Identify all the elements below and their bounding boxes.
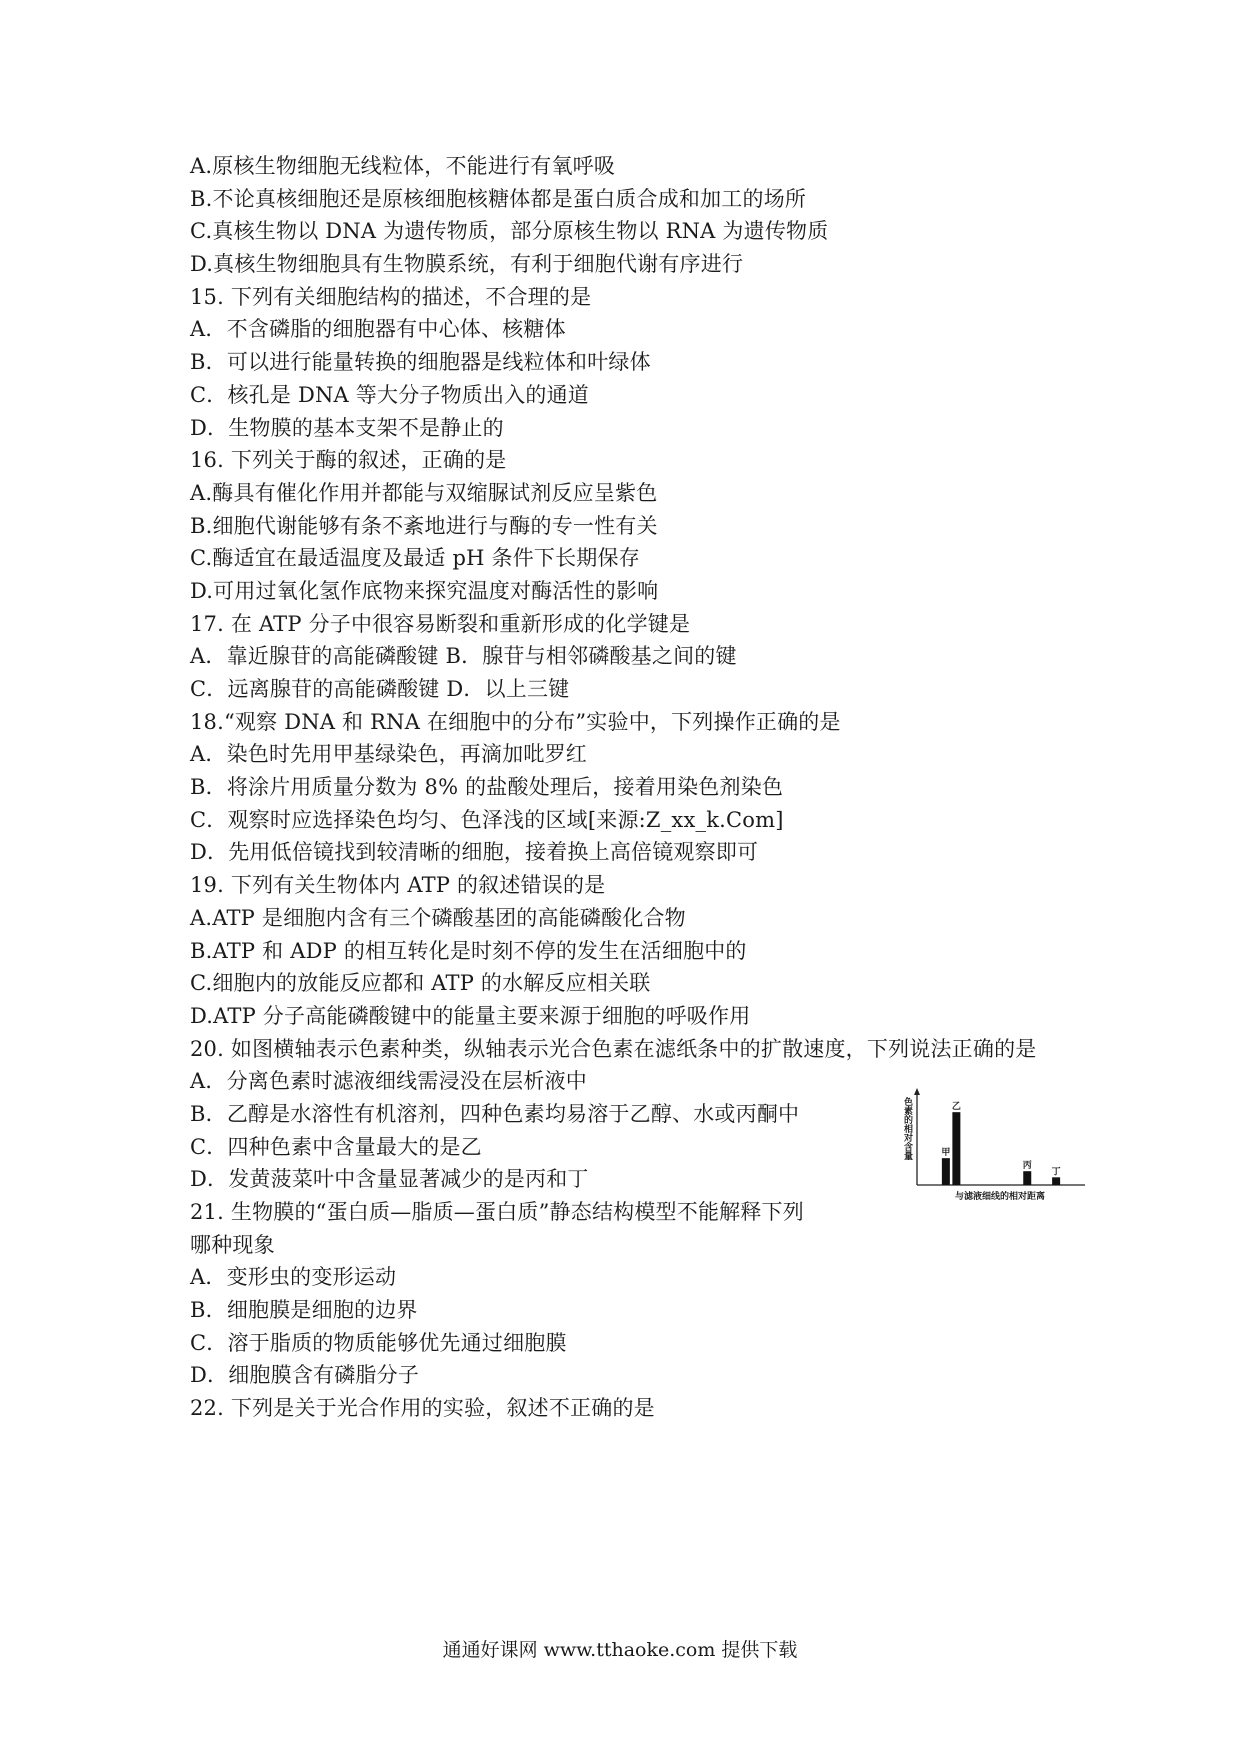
text-line: D．先用低倍镜找到较清晰的细胞，接着换上高倍镜观察即可: [190, 840, 759, 865]
text-line: B．细胞膜是细胞的边界: [190, 1298, 418, 1323]
text-line: D．生物膜的基本支架不是静止的: [190, 415, 504, 440]
text-line: 19. 下列有关生物体内 ATP 的叙述错误的是: [190, 873, 606, 898]
text-line: D.可用过氧化氢作底物来探究温度对酶活性的影响: [190, 578, 659, 603]
text-line: D.真核生物细胞具有生物膜系统，有利于细胞代谢有序进行: [190, 252, 744, 277]
text-line: 17. 在 ATP 分子中很容易断裂和重新形成的化学键是: [190, 611, 691, 636]
text-line: D.ATP 分子高能磷酸键中的能量主要来源于细胞的呼吸作用: [190, 1003, 751, 1028]
footer-credit: 通通好课网 www.tthaoke.com 提供下载: [442, 1639, 798, 1661]
text-line: B．将涂片用质量分数为 8% 的盐酸处理后，接着用染色剂染色: [190, 775, 784, 800]
bar-label-2: 丙: [1022, 1161, 1032, 1172]
bar-2: [1023, 1171, 1031, 1185]
text-line: D．发黄菠菜叶中含量显著减少的是丙和丁: [190, 1167, 589, 1192]
text-line: C.真核生物以 DNA 为遗传物质，部分原核生物以 RNA 为遗传物质: [190, 219, 829, 244]
text-line: C．观察时应选择染色均匀、色泽浅的区域[来源:Z_xx_k.Com]: [190, 807, 784, 832]
bar-label-3: 丁: [1051, 1167, 1061, 1178]
text-line: B.ATP 和 ADP 的相互转化是时刻不停的发生在活细胞中的: [190, 938, 747, 963]
text-line: 21. 生物膜的“蛋白质—脂质—蛋白质”静态结构模型不能解释下列: [190, 1200, 804, 1224]
text-line: A.酶具有催化作用并都能与双缩脲试剂反应呈紫色: [190, 480, 658, 505]
text-line: A.ATP 是细胞内含有三个磷酸基团的高能磷酸化合物: [190, 905, 686, 930]
bar-3: [1052, 1177, 1060, 1185]
text-line: B.细胞代谢能够有条不紊地进行与酶的专一性有关: [190, 513, 658, 538]
text-line: D．细胞膜含有磷脂分子: [190, 1363, 420, 1388]
text-line: C．远离腺苷的高能磷酸键 D．以上三键: [190, 677, 570, 701]
text-line: C．四种色素中含量最大的是乙: [190, 1134, 482, 1159]
bar-0: [942, 1158, 950, 1185]
question-text-block: [190, 150, 1090, 1425]
text-line: C．核孔是 DNA 等大分子物质出入的通道: [190, 382, 589, 407]
y-axis-label: 色素的相对含量: [902, 1097, 912, 1160]
pigment-chart: [895, 1085, 1095, 1205]
text-line: A．染色时先用甲基绿染色，再滴加吡罗红: [190, 742, 587, 767]
bar-label-0: 甲: [941, 1148, 951, 1159]
text-line: 15. 下列有关细胞结构的描述，不合理的是: [190, 284, 592, 309]
text-line: A．变形虫的变形运动: [190, 1265, 397, 1290]
x-axis-label: 与滤液细线的相对距离: [955, 1192, 1046, 1202]
bar-1: [952, 1112, 960, 1185]
text-line: C.酶适宜在最适温度及最适 pH 条件下长期保存: [190, 546, 640, 571]
text-line: 22. 下列是关于光合作用的实验，叙述不正确的是: [190, 1396, 655, 1421]
text-line: B．可以进行能量转换的细胞器是线粒体和叶绿体: [190, 350, 651, 375]
text-line: A.原核生物细胞无线粒体，不能进行有氧呼吸: [190, 154, 616, 178]
bar-group: [941, 1101, 1060, 1185]
text-line: C．溶于脂质的物质能够优先通过细胞膜: [190, 1330, 567, 1355]
text-line: B.不论真核细胞还是原核细胞核糖体都是蛋白质合成和加工的场所: [190, 186, 807, 211]
text-line: A．不含磷脂的细胞器有中心体、核糖体: [190, 317, 566, 342]
text-line: 哪种现象: [190, 1232, 275, 1257]
text-line: B．乙醇是水溶性有机溶剂，四种色素均易溶于乙醇、水或丙酮中: [190, 1101, 800, 1126]
text-line: 20. 如图横轴表示色素种类，纵轴表示光合色素在滤纸条中的扩散速度，下列说法正确的是: [190, 1036, 1037, 1061]
y-axis-arrow: [914, 1088, 920, 1095]
text-line: C.细胞内的放能反应都和 ATP 的水解反应相关联: [190, 971, 651, 996]
text-line: A．分离色素时滤液细线需浸没在层析液中: [190, 1069, 587, 1094]
text-line: 16. 下列关于酶的叙述，正确的是: [190, 448, 507, 473]
text-line: 18.“观察 DNA 和 RNA 在细胞中的分布”实验中，下列操作正确的是: [190, 709, 841, 734]
bar-label-1: 乙: [951, 1102, 961, 1113]
pigment-chart-svg: [895, 1085, 1095, 1205]
text-line: A．靠近腺苷的高能磷酸键 B．腺苷与相邻磷酸基之间的键: [190, 644, 737, 669]
